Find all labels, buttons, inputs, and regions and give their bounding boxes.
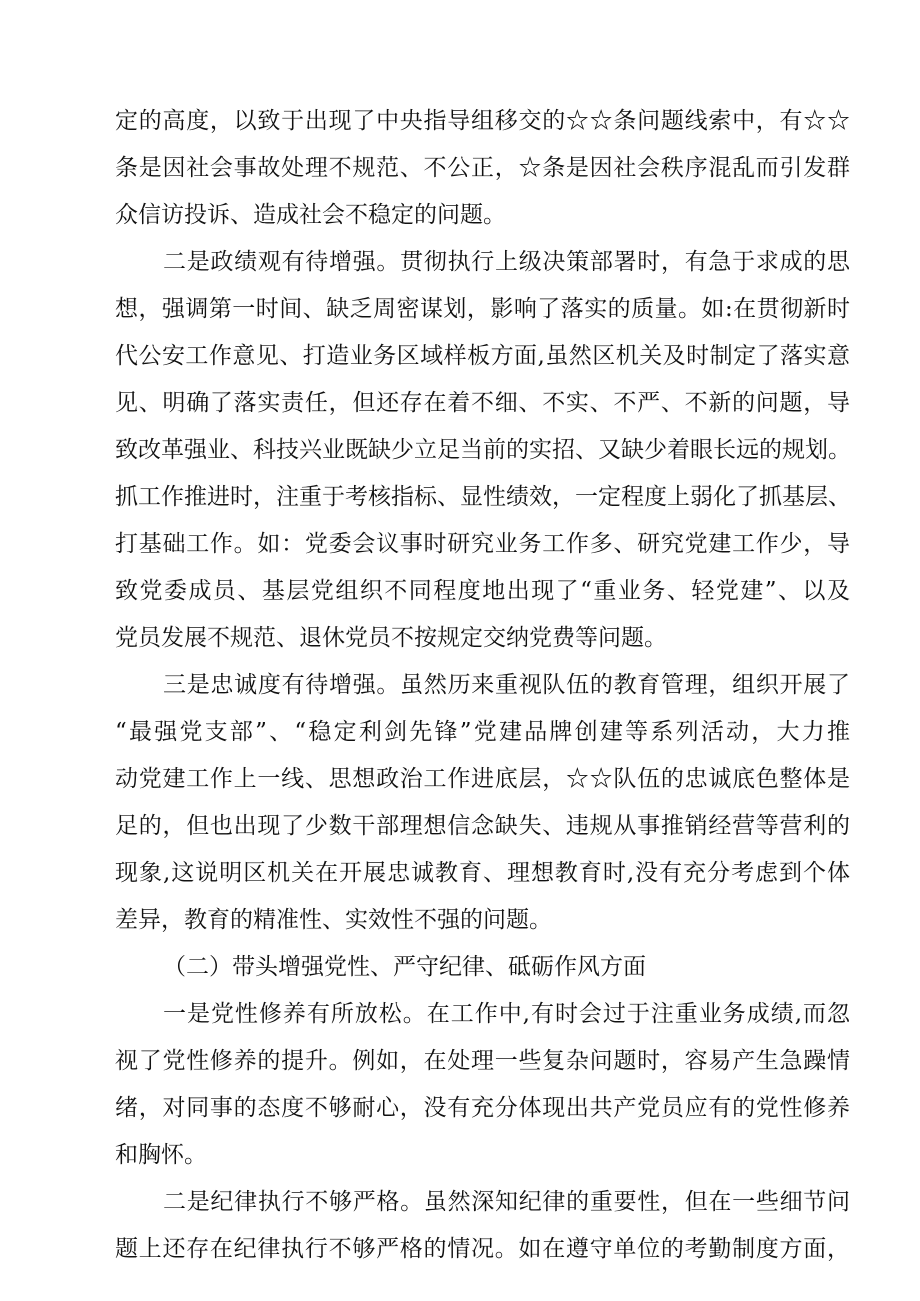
text-line: 现象,这说明区机关在开展忠诚教育、理想教育时,没有充分考虑到个体	[115, 860, 850, 886]
text-line: 足的，但也出现了少数干部理想信念缺失、违规从事推销经营等营利的	[115, 813, 850, 839]
text-line: 一是党性修养有所放松。在工作中,有时会过于注重业务成绩,而忽	[163, 1001, 850, 1027]
text-line: 党员发展不规范、退休党员不按规定交纳党费等问题。	[115, 625, 667, 651]
text-line: 定的高度，以致于出现了中央指导组移交的☆☆条问题线索中，有☆☆	[115, 108, 850, 134]
paragraph	[115, 239, 850, 662]
text-line: 三是忠诚度有待增强。虽然历来重视队伍的教育管理，组织开展了	[163, 672, 850, 698]
paragraph	[115, 991, 850, 1179]
paragraph	[115, 98, 850, 239]
document-page	[115, 98, 850, 1273]
text-line: 见、明确了落实责任，但还存在着不细、不实、不严、不新的问题，导	[115, 390, 850, 416]
text-line: 题上还存在纪律执行不够严格的情况。如在遵守单位的考勤制度方面，	[115, 1236, 850, 1262]
heading-text: （二）带头增强党性、严守纪律、砥砺作风方面	[163, 954, 646, 980]
text-line: 致党委成员、基层党组织不同程度地出现了“重业务、轻党建”、以及	[115, 578, 850, 604]
text-line: 众信访投诉、造成社会不稳定的问题。	[115, 202, 506, 228]
text-line: 想，强调第一时间、缺乏周密谋划，影响了落实的质量。如:在贯彻新时	[115, 296, 850, 322]
text-line: 抓工作推进时，注重于考核指标、显性绩效，一定程度上弱化了抓基层、	[115, 484, 851, 510]
paragraph	[115, 662, 850, 944]
text-line: 视了党性修养的提升。例如，在处理一些复杂问题时，容易产生急躁情	[115, 1048, 850, 1074]
text-line: 条是因社会事故处理不规范、不公正，☆条是因社会秩序混乱而引发群	[115, 155, 850, 181]
text-line: 代公安工作意见、打造业务区域样板方面,虽然区机关及时制定了落实意	[115, 343, 850, 369]
text-line: 动党建工作上一线、思想政治工作进底层，☆☆队伍的忠诚底色整体是	[115, 766, 850, 792]
text-line: 二是政绩观有待增强。贯彻执行上级决策部署时，有急于求成的思	[163, 249, 850, 275]
text-line: 和胸怀。	[115, 1142, 207, 1168]
text-line: 差异，教育的精准性、实效性不强的问题。	[115, 907, 552, 933]
text-line: 打基础工作。如：党委会议事时研究业务工作多、研究党建工作少，导	[115, 531, 850, 557]
text-line: 致改革强业、科技兴业既缺少立足当前的实招、又缺少着眼长远的规划。	[115, 437, 851, 463]
section-heading	[115, 944, 850, 991]
text-line: 绪，对同事的态度不够耐心，没有充分体现出共产党员应有的党性修养	[115, 1095, 850, 1121]
text-line: “最强党支部”、“稳定利剑先锋”党建品牌创建等系列活动，大力推	[115, 719, 850, 745]
text-line: 二是纪律执行不够严格。虽然深知纪律的重要性，但在一些细节问	[163, 1189, 850, 1215]
paragraph	[115, 1179, 850, 1273]
